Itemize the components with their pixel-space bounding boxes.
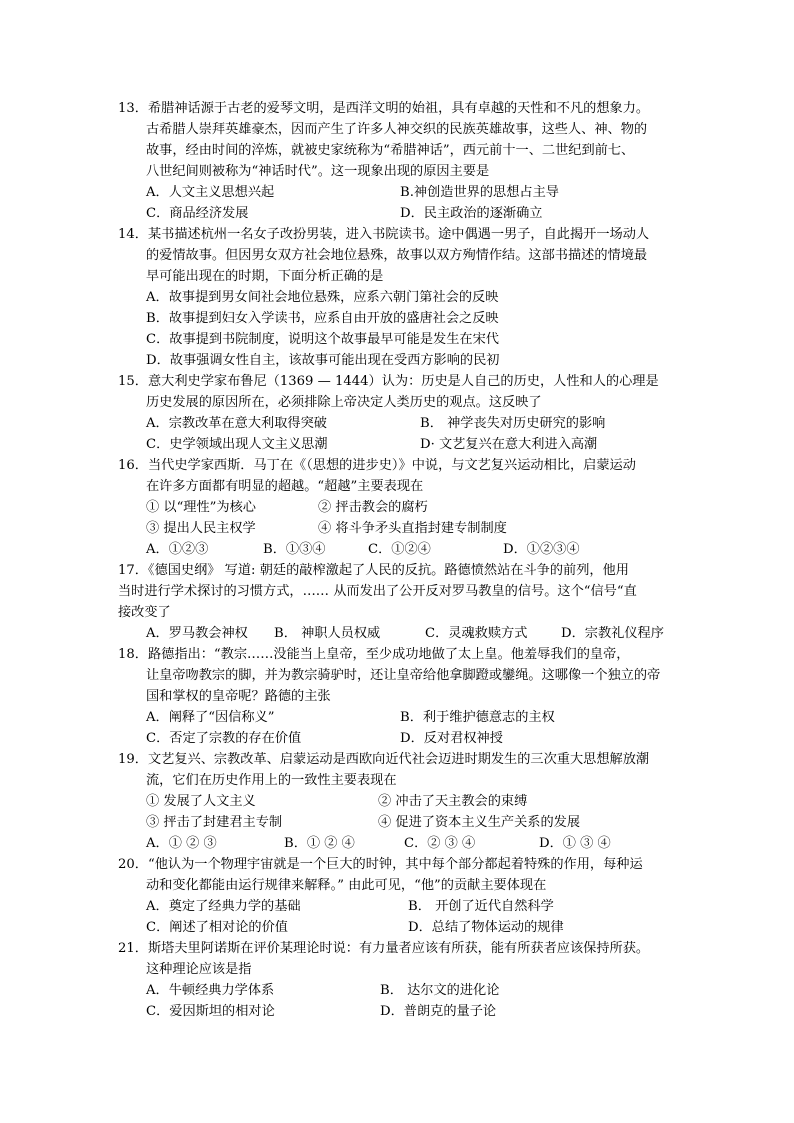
question-16-option-d: D．①②③④ — [503, 542, 580, 557]
question-20 — [118, 854, 688, 938]
question-15-stem-line-2: 历史发展的原因所在，必须排除上帝决定人类历史的观点。这反映了 — [146, 395, 542, 410]
question-15-option-b: B． 神学丧失对历史研究的影响 — [420, 416, 606, 431]
question-18-option-d: D．反对君权神授 — [400, 731, 503, 746]
question-18 — [118, 644, 688, 749]
question-14-stem-line-2: 的爱情故事。但因男女双方社会地位悬殊，故事以双方殉情作结。这部书描述的情境最 — [146, 248, 648, 263]
question-17-option-d: D．宗教礼仪程序 — [561, 626, 664, 641]
question-16-items-row-2 — [118, 518, 688, 539]
question-19-option-c: C．② ③ ④ — [404, 836, 476, 851]
question-21-option-b: B． 达尔文的进化论 — [380, 983, 500, 998]
question-18-options-row-1 — [118, 707, 688, 728]
question-19-options-row — [118, 833, 688, 854]
question-14-option-d: D．故事强调女性自主，该故事可能出现在受西方影响的民初 — [146, 353, 500, 368]
question-16-stem-line-2: 在许多方面都有明显的超越。“超越”主要表现在 — [146, 479, 424, 494]
question-19-item-2: ② 冲击了天主教会的束缚 — [378, 794, 528, 809]
question-19-item-4: ④ 促进了资本主义生产关系的发展 — [378, 815, 581, 830]
question-20-stem-line-2: 动和变化都能由运行规律来解释。” 由此可见，“他”的贡献主要体现在 — [146, 878, 547, 893]
question-13-option-b: B.神创造世界的思想占主导 — [400, 185, 559, 200]
question-16-item-4: ④ 将斗争矛头直指封建专制制度 — [318, 521, 507, 536]
question-16-item-1: ① 以“理性”为核心 — [146, 500, 256, 515]
question-17-stem-line-3: 接改变了 — [118, 605, 171, 620]
question-17-options-row — [118, 623, 688, 644]
question-16-stem-line-1: 16．当代史学家西斯．马丁在《（思想的进步史）》中说，与文艺复兴运动相比，启蒙运动 — [118, 458, 636, 473]
question-13-stem-line-3: 故事，经由时间的淬炼，就被史家统称为“希腊神话”，西元前十一、二世纪到前七、 — [146, 143, 635, 158]
question-21 — [118, 938, 688, 1022]
question-20-option-b: B． 开创了近代自然科学 — [408, 899, 554, 914]
question-18-option-a: A．阐释了“因信称义” — [146, 710, 275, 725]
question-20-option-c: C．阐述了相对论的价值 — [146, 920, 288, 935]
question-20-options-row-1 — [118, 896, 688, 917]
question-13-options-row-2 — [118, 203, 688, 224]
question-13-stem-line-1: 13．希腊神话源于古老的爱琴文明，是西洋文明的始祖，具有卓越的天性和不凡的想象力。 — [118, 101, 650, 116]
question-15-options-row-1 — [118, 413, 688, 434]
question-17-option-b: B． 神职人员权威 — [274, 626, 381, 641]
question-20-option-d: D．总结了物体运动的规律 — [408, 920, 564, 935]
question-19 — [118, 749, 688, 854]
question-15-stem-line-1: 15．意大利史学家布鲁尼（1369 — 1444）认为：历史是人自己的历史，人性和人的心理是 — [118, 374, 659, 389]
question-17-stem-line-1: 17．《德国史纲》 写道: 朝廷的敲榨激起了人民的反抗。路德愤然站在斗争的前列，他用 — [118, 563, 629, 578]
question-13-option-a: A．人文主义思想兴起 — [146, 185, 275, 200]
question-13-options-row-1 — [118, 182, 688, 203]
question-19-items-row-2 — [118, 812, 688, 833]
question-13-stem-line-4: 八世纪间则被称为“神话时代”。这一现象出现的原因主要是 — [146, 164, 490, 179]
question-17 — [118, 560, 688, 644]
question-19-item-1: ① 发展了人文主义 — [146, 794, 256, 809]
question-16-option-c: C．①②④ — [368, 542, 431, 557]
question-19-option-d: D．① ③ ④ — [539, 836, 611, 851]
question-19-option-a: A．① ② ③ — [146, 836, 217, 851]
question-21-option-c: C．爱因斯坦的相对论 — [146, 1004, 275, 1019]
question-18-option-c: C．否定了宗教的存在价值 — [146, 731, 302, 746]
question-19-stem-line-2: 流，它们在历史作用上的一致性主要表现在 — [146, 773, 397, 788]
question-14-option-c: C．故事提到书院制度，说明这个故事最早可能是发生在宋代 — [146, 332, 499, 347]
question-13-stem-line-2: 古希腊人崇拜英雄豪杰，因而产生了许多人神交织的民族英雄故事，这些人、神、物的 — [146, 122, 648, 137]
question-14-stem-line-1: 14．某书描述杭州一名女子改扮男装，进入书院读书。途中偶遇一男子，自此揭开一场动人 — [118, 227, 650, 242]
question-18-option-b: B．利于维护德意志的主权 — [400, 710, 555, 725]
question-21-option-d: D．普朗克的量子论 — [380, 1004, 497, 1019]
question-13-option-c: C．商品经济发展 — [146, 206, 249, 221]
question-15-option-d: D· 文艺复兴在意大利进入高潮 — [420, 437, 598, 452]
question-16-item-2: ② 抨击教会的腐朽 — [318, 500, 428, 515]
question-20-stem-line-1: 20．“他认为一个物理宇宙就是一个巨大的时钟，其中每个部分都起着特殊的作用，每种运 — [118, 857, 643, 872]
question-14-option-b: B．故事提到妇女入学读书，应系自由开放的盛唐社会之反映 — [146, 311, 499, 326]
question-19-stem-line-1: 19．文艺复兴、宗教改革、启蒙运动是西欧向近代社会迈进时期发生的三次重大思想解放潮 — [118, 752, 650, 767]
question-18-stem-line-1: 18．路德指出：“教宗……没能当上皇帝，至少成功地做了太上皇。他羞辱我们的皇帝， — [118, 647, 630, 662]
question-20-options-row-2 — [118, 917, 688, 938]
question-16-items-row-1 — [118, 497, 688, 518]
question-14-stem-line-3: 早可能出现在的时期，下面分析正确的是 — [146, 269, 384, 284]
question-17-option-c: C．灵魂救赎方式 — [425, 626, 528, 641]
question-20-option-a: A．奠定了经典力学的基础 — [146, 899, 301, 914]
question-15 — [118, 371, 688, 455]
question-13-option-d: D．民主政治的逐渐确立 — [400, 206, 543, 221]
question-21-stem-line-2: 这种理论应该是指 — [146, 962, 252, 977]
question-15-option-c: C．史学领域出现人文主义思潮 — [146, 437, 328, 452]
question-16-item-3: ③ 提出人民主权学 — [146, 521, 256, 536]
question-19-item-3: ③ 抨击了封建君主专制 — [146, 815, 283, 830]
question-16-option-a: A．①②③ — [146, 542, 209, 557]
question-17-option-a: A．罗马教会神权 — [146, 626, 248, 641]
question-16-options-row — [118, 539, 688, 560]
question-15-options-row-2 — [118, 434, 688, 455]
question-18-stem-line-2: 让皇帝吻教宗的脚，并为教宗骑驴时，还让皇帝给他拿脚蹬或鑾绳。这哪像一个独立的帝 — [146, 668, 661, 683]
question-21-stem-line-1: 21．斯塔夫里阿诺斯在评价某理论时说：有力量者应该有所获，能有所获者应该保持所获。 — [118, 941, 650, 956]
question-15-option-a: A．宗教改革在意大利取得突破 — [146, 416, 327, 431]
question-14 — [118, 224, 688, 371]
question-17-stem-line-2: 当时进行学术探讨的习惯方式，…… 从而发出了公开反对罗马教皇的信号。这个“信号“直 — [118, 584, 637, 599]
question-19-option-b: B．① ② ④ — [284, 836, 355, 851]
question-18-stem-line-3: 国和掌权的皇帝呢？路德的主张 — [146, 689, 331, 704]
question-21-options-row-1 — [118, 980, 688, 1001]
question-21-options-row-2 — [118, 1001, 688, 1022]
question-21-option-a: A．牛顿经典力学体系 — [146, 983, 275, 998]
question-18-options-row-2 — [118, 728, 688, 749]
question-19-items-row-1 — [118, 791, 688, 812]
question-16 — [118, 455, 688, 560]
question-13 — [118, 98, 688, 224]
question-14-option-a: A．故事提到男女间社会地位悬殊，应系六朝门第社会的反映 — [146, 290, 499, 305]
question-16-option-b: B．①③④ — [263, 542, 326, 557]
